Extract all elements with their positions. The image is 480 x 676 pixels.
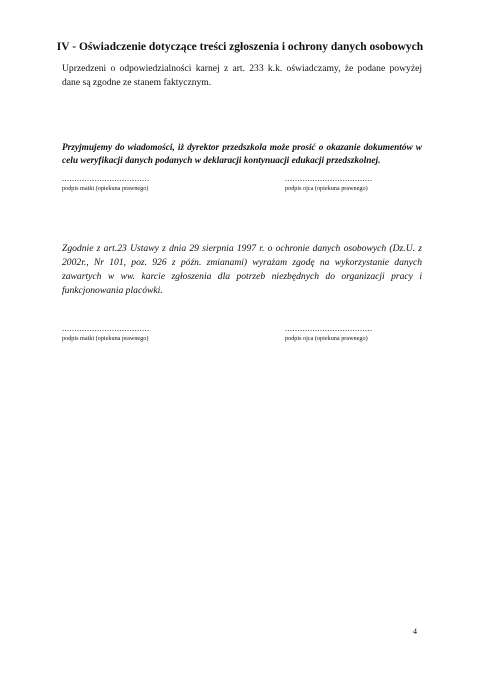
father-signature-label: podpis ojca (opiekuna prawnego) <box>285 185 368 192</box>
data-protection-consent-paragraph: Zgodnie z art.23 Ustawy z dnia 29 sierpnia 1997 r. o ochronie danych osobowych (Dz.U. z 2002r., Nr 101, poz. 926 z późn. zmianami) wyrażam zgodę na wykorzystanie danych zawartych w ww. karcie zgłoszenia dla potrzeb niezbędnych do organizacji pracy i funkcjonowania placówki. <box>62 243 422 296</box>
mother-signature-block-2 <box>62 324 150 342</box>
declaration-paragraph: Uprzedzeni o odpowiedzialności karnej z art. 233 k.k. oświadczamy, że podane powyżej dane są zgodne ze stanem faktycznym. <box>62 63 422 88</box>
page-number: 4 <box>413 627 417 636</box>
mother-signature-label: podpis matki (opiekuna prawnego) <box>62 185 149 192</box>
father-signature-block-1 <box>285 174 373 192</box>
section-title: IV - Oświadczenie dotyczące treści zgłoszenia i ochrony danych osobowych <box>56 41 424 53</box>
signature-line: ................................... <box>62 174 150 183</box>
mother-signature-label: podpis matki (opiekuna prawnego) <box>62 335 149 342</box>
signature-line: ................................... <box>285 174 373 183</box>
signature-line: ................................... <box>62 324 150 333</box>
mother-signature-block-1 <box>62 174 150 192</box>
father-signature-block-2 <box>285 324 373 342</box>
signature-line: ................................... <box>285 324 373 333</box>
verification-notice-paragraph: Przyjmujemy do wiadomości, iż dyrektor przedszkola może prosić o okazanie dokumentów w celu weryfikacji danych podanych w deklaracji kontynuacji edukacji przedszkolnej. <box>62 143 422 167</box>
father-signature-label: podpis ojca (opiekuna prawnego) <box>285 335 368 342</box>
